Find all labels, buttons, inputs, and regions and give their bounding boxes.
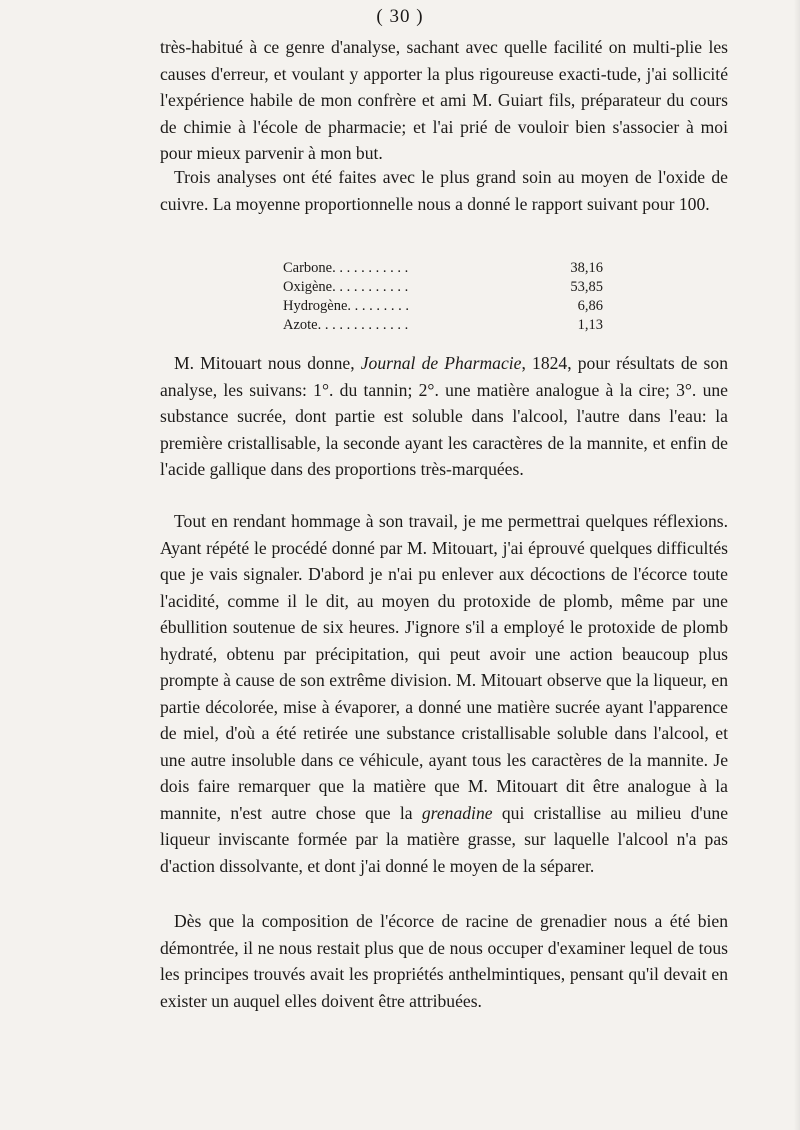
paragraph-2-text: Trois analyses ont été faites avec le plus grand soin au moyen de l'oxide de cuivre. La moyenne proportionnelle nous a donné le rapport suivant pour 100. [160, 167, 728, 214]
composition-value: 1,13 [577, 317, 603, 333]
paragraph-1-text: très-habitué à ce genre d'analyse, sachant avec quelle facilité on multi-plie les causes d'erreur, et voulant y apporter la plus rigoureuse exacti-tude, j'ai sollicité l'expérience habile de mon confrère et ami M. Guiart fils, préparateur du cours de chimie à l'école de pharmacie; et l'ai prié de vouloir bien s'associer à moi pour mieux parvenir à mon but. [160, 37, 728, 163]
composition-row [283, 316, 603, 335]
composition-label: Azote. . . . . . . . . . . . . [283, 317, 409, 333]
composition-value: 53,85 [570, 279, 603, 295]
composition-row [283, 259, 603, 278]
paragraph-3-lead: M. Mitouart nous donne, [174, 353, 361, 373]
journal-title: Journal de Pharmacie [360, 353, 522, 373]
paragraph-conclusion [160, 908, 728, 1014]
paragraph-4-rest: qui cristallise au milieu d'une liqueur inviscante formée par la matière grasse, sur laquelle l'alcool n'a pas d'action dissolvante, et dont j'ai donné le moyen de la séparer. [160, 802, 729, 876]
paragraph-3-text [160, 350, 728, 483]
composition-row [283, 278, 603, 297]
composition-label: Carbone. . . . . . . . . . . [283, 260, 409, 276]
paragraph-reflexions [160, 508, 728, 879]
paragraph-4-lead: Tout en rendant hommage à son travail, je me permettrai quelques réflexions. Ayant répété le procédé donné par M. Mitouart, j'ai éprouvé quelques difficultés que je vais signaler. D'abord je n'ai pu enlever aux décoctions de l'écorce toute l'acidité, comme il le dit, au moyen du protoxide de plomb, même par une ébullition soutenue de six heures. J'ignore s'il a employé le protoxide de plomb hydraté, obtenu par précipitation, qui peut avoir une action beaucoup plus prompte à cause de son extrême division. M. Mitouart observe que la liqueur, en partie décolorée, mise à évaporer, a donné une matière sucrée ayant l'apparence de miel, d'où a été retirée une substance cristallisable soluble dans l'alcool, et une autre insoluble dans ce véhicule, ayant tous les caractères de la mannite. Je dois faire remarquer que la matière que M. Mitouart dit être analogue à la mannite, n'est autre chose que la [160, 511, 728, 823]
paragraph-continuation [160, 34, 728, 167]
paragraph-mitouart-results [160, 350, 728, 483]
paragraph-analyses [160, 164, 728, 217]
composition-row [283, 297, 603, 316]
page-edge-shadow [794, 0, 800, 1130]
composition-value: 6,86 [577, 298, 603, 314]
paragraph-3-rest: , 1824, pour résultats de son analyse, les suivans: 1°. du tannin; 2°. une matière analogue à la cire; 3°. une substance sucrée, dont partie est soluble dans l'alcool, l'autre dans l'eau: la première cristallisable, la seconde ayant les caractères de la mannite, et enfin de l'acide gallique dans des proportions très-marquées. [160, 353, 728, 479]
composition-table [283, 259, 603, 335]
composition-value: 38,16 [570, 260, 603, 276]
grenadine-term: grenadine [421, 802, 493, 823]
paragraph-5-text: Dès que la composition de l'écorce de racine de grenadier nous a été bien démontrée, il ne nous restait plus que de nous occuper d'examiner lequel de tous les principes trouvés avait les propriétés anthelmintiques, pensant qu'il devait en exister un auquel elles doivent être attribuées. [160, 911, 728, 1011]
page-number: ( 30 ) [376, 6, 424, 27]
paragraph-4-text [160, 508, 728, 879]
composition-label: Oxigène. . . . . . . . . . . [283, 279, 409, 295]
composition-label: Hydrogène. . . . . . . . . [283, 298, 410, 314]
